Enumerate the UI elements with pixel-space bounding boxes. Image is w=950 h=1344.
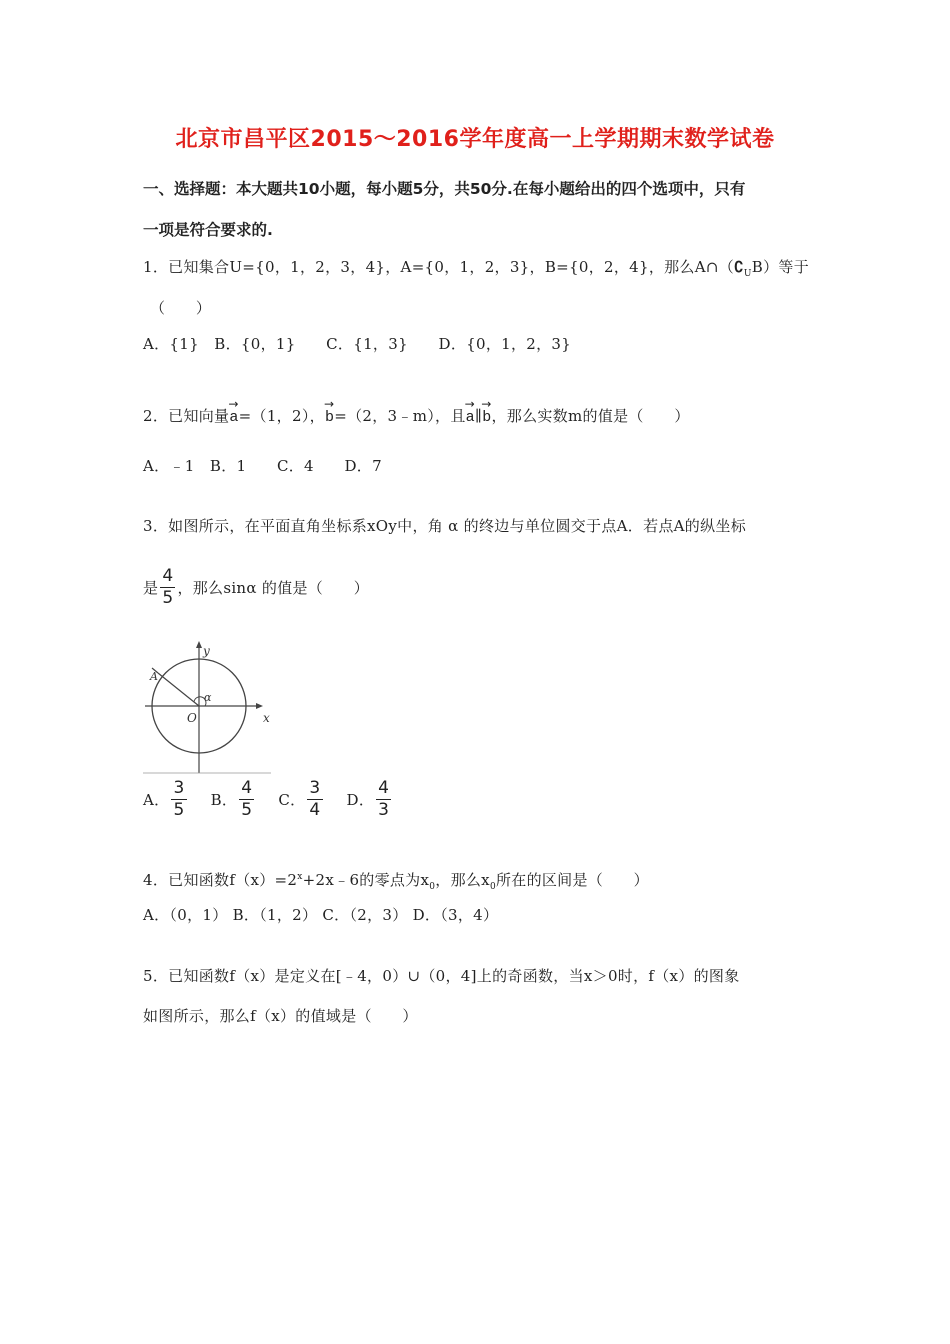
- vector-arrow-icon: →: [323, 397, 335, 411]
- q1-stem: [143, 256, 809, 279]
- q2-stem: [143, 397, 690, 426]
- y-label: y: [203, 644, 210, 658]
- q4-stem-c: ，那么x: [435, 871, 490, 889]
- y-axis-arrow-icon: [196, 641, 202, 648]
- vector-arrow-icon: →: [481, 397, 492, 411]
- q2-part2: =（2，3﹣m），且: [334, 407, 466, 425]
- vector-b-2: → b: [481, 397, 492, 426]
- unit-circle-figure: [143, 636, 273, 774]
- section-heading-line1: 一、选择题：本大题共10小题，每小题5分，共50分.在每小题给出的四个选项中，只有: [143, 180, 746, 198]
- page-title: 北京市昌平区2015～2016学年度高一上学期期末数学试卷: [175, 127, 775, 152]
- complement-subscript: U: [743, 269, 752, 279]
- q3-line2: [143, 568, 369, 607]
- q1-stem-a: 1．已知集合U={0，1，2，3，4}，A={0，1，2，3}，B={0，2，4}，那么A∩（: [143, 258, 735, 276]
- x-label: x: [263, 711, 270, 725]
- q4-subscript-2: 0: [489, 882, 496, 892]
- vector-a-2: → a: [464, 397, 475, 426]
- section-heading-line2: 一项是符合要求的.: [143, 221, 273, 239]
- q4-stem-a: 4．已知函数f（x）=2: [143, 871, 298, 889]
- q3-option-b: B． $\frac{4}{5}$: [210, 778, 253, 820]
- q2-part3: ，那么实数m的值是（ ）: [491, 407, 690, 425]
- q2-prefix: 2．已知向量: [143, 407, 230, 425]
- terminal-side: [158, 673, 199, 706]
- q3-options: [143, 780, 393, 819]
- q3-option-d: D． $\frac{4}{3}$: [346, 778, 390, 820]
- q3-line1: 3．如图所示，在平面直角坐标系xOy中，角 α 的终边与单位圆交于点A．若点A的纵坐标: [143, 517, 747, 535]
- q1-paren: （ ）: [150, 299, 212, 317]
- vector-arrow-icon: →: [464, 397, 475, 411]
- q5-line2: 如图所示，那么f（x）的值域是（ ）: [143, 1007, 418, 1025]
- x-axis-arrow-icon: [256, 703, 263, 709]
- q2-options: A．﹣1 B．1 C．4 D．7: [143, 457, 382, 475]
- q3-option-c: C． $\frac{3}{4}$: [278, 778, 321, 820]
- q3-line2-suffix: ，那么sinα 的值是（ ）: [177, 579, 369, 597]
- complement-symbol: ∁: [734, 258, 744, 276]
- q4-stem-b: +2x﹣6的零点为x: [302, 871, 430, 889]
- q4-stem: [143, 869, 649, 892]
- q1-options: A．{1} B．{0，1} C．{1，3} D．{0，1，2，3}: [143, 335, 572, 353]
- q3-fraction: $\frac{4}{5}$: [162, 566, 174, 608]
- parallel-symbol: ∥: [474, 407, 483, 425]
- vector-a: → a: [228, 397, 239, 426]
- q3-option-a: A． $\frac{3}{5}$: [143, 778, 185, 820]
- q2-part1: =（1，2），: [238, 407, 325, 425]
- vector-arrow-icon: →: [228, 397, 239, 411]
- alpha-label: α: [204, 691, 212, 704]
- q1-stem-b: B）等于: [751, 258, 809, 276]
- q4-stem-d: 所在的区间是（ ）: [495, 871, 649, 889]
- q3-line2-prefix: 是: [143, 579, 159, 597]
- q5-line1: 5．已知函数f（x）是定义在[﹣4，0）∪（0，4]上的奇函数，当x＞0时，f（x）的图象: [143, 967, 740, 985]
- q4-options: A．（0，1） B．（1，2） C．（2，3） D．（3，4）: [143, 906, 499, 924]
- origin-label: O: [187, 711, 197, 725]
- point-a-label: A: [150, 670, 158, 683]
- q4-subscript-1: 0: [429, 882, 436, 892]
- q4-exponent: x: [297, 872, 303, 882]
- vector-b: → b: [323, 397, 335, 426]
